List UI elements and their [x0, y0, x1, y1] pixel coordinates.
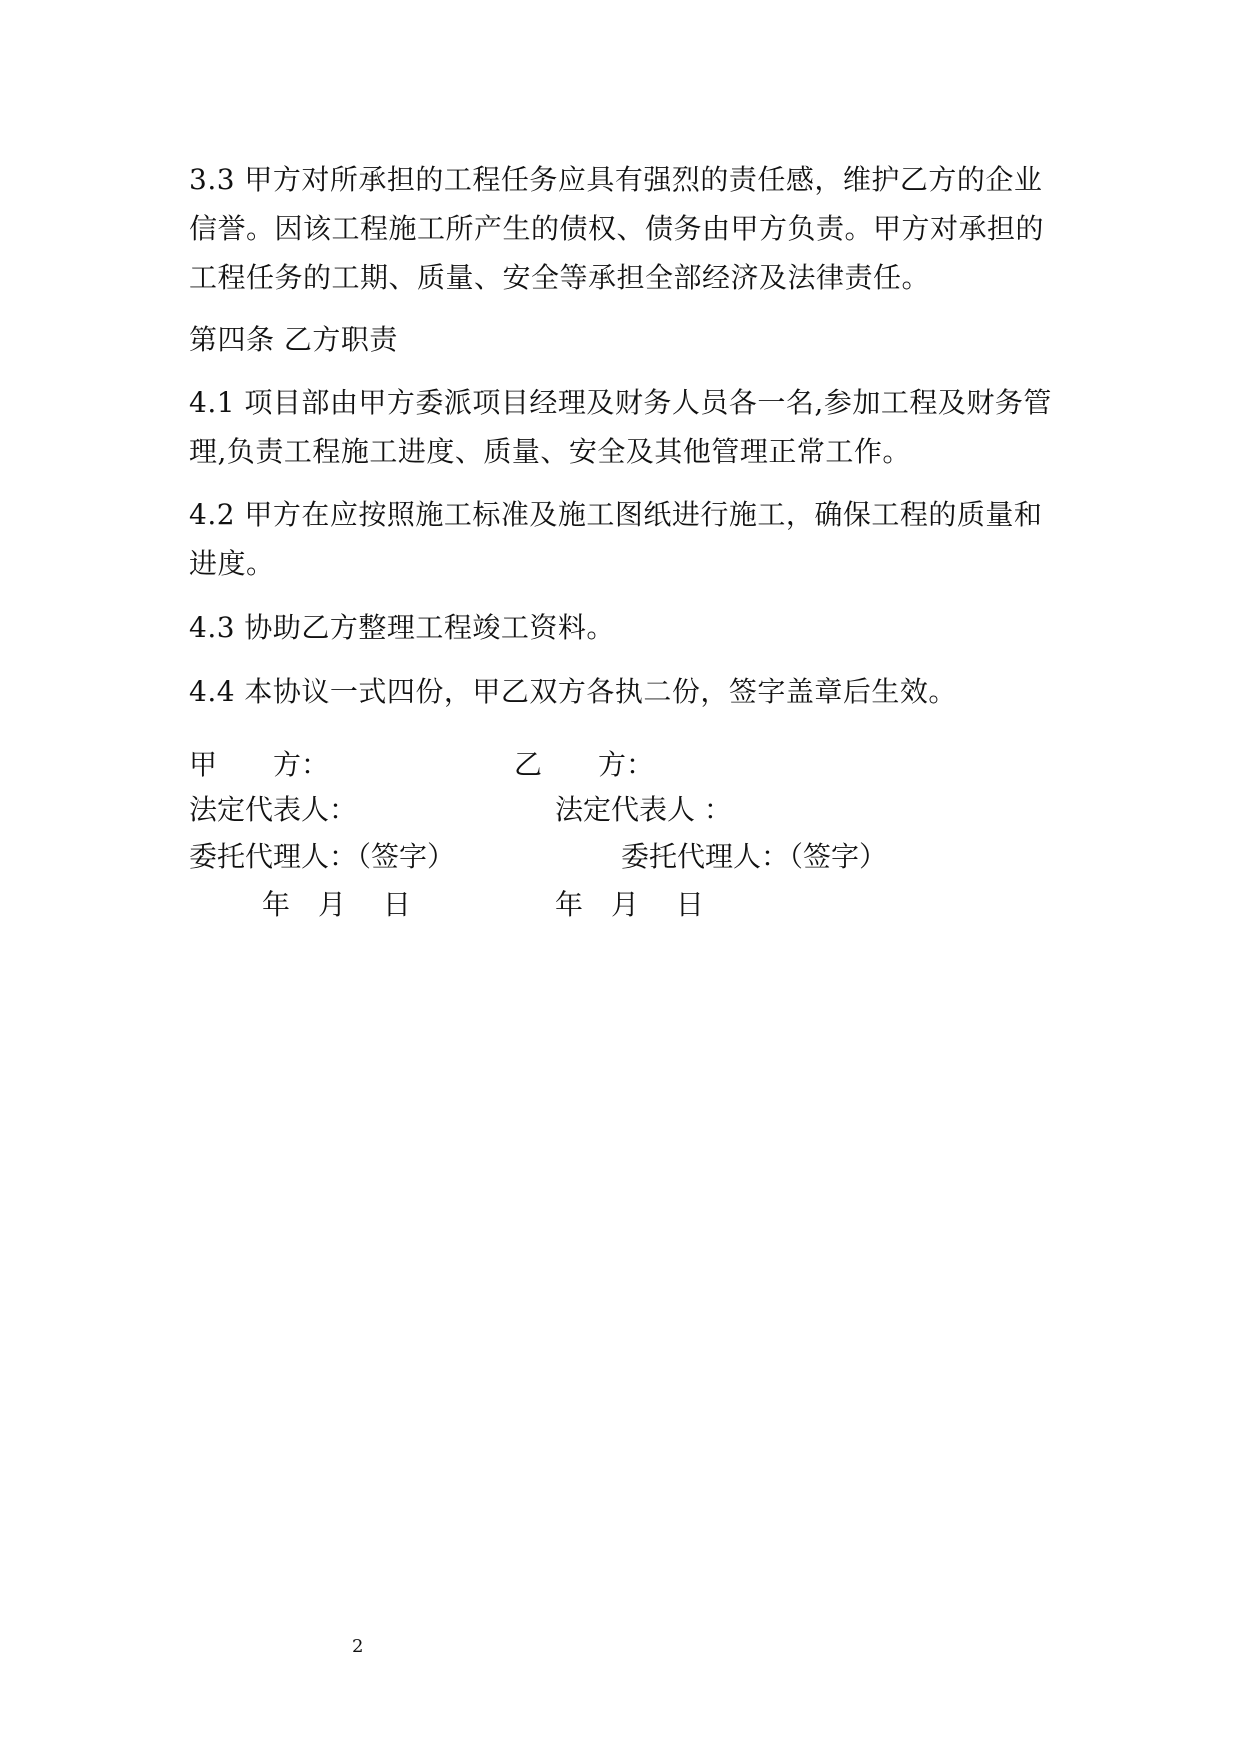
article-4-heading: 第四条 乙方职责 — [189, 323, 398, 356]
party-b-date: 年 月 日 — [555, 888, 704, 921]
clause-3-3: 3.3 甲方对所承担的工程任务应具有强烈的责任感，维护乙方的企业信誉。因该工程施工所产生的债权、债务由甲方负责。甲方对承担的工程任务的工期、质量、安全等承担全部经济及法律责任。 — [189, 163, 1045, 294]
clause-4-4: 4.4 本协议一式四份，甲乙双方各执二份，签字盖章后生效。 — [189, 675, 957, 708]
party-a-label: 甲 方： — [189, 748, 330, 781]
party-b-agent: 委托代理人：（签字） — [621, 840, 888, 873]
clause-4-3: 4.3 协助乙方整理工程竣工资料。 — [189, 611, 615, 644]
party-a-date: 年 月 日 — [262, 888, 411, 921]
party-a-agent: 委托代理人：（签字） — [189, 840, 456, 873]
party-b-legal-rep: 法定代表人 ： — [555, 793, 732, 826]
page-number: 2 — [352, 1636, 364, 1657]
clause-4-2: 4.2 甲方在应按照施工标准及施工图纸进行施工，确保工程的质量和进度。 — [189, 498, 1043, 580]
party-a-legal-rep: 法定代表人： — [189, 793, 358, 826]
clause-4-1: 4.1 项目部由甲方委派项目经理及财务人员各一名,参加工程及财务管理,负责工程施工进度、质量、安全及其他管理正常工作。 — [189, 386, 1052, 468]
party-b-label: 乙 方： — [514, 748, 655, 781]
